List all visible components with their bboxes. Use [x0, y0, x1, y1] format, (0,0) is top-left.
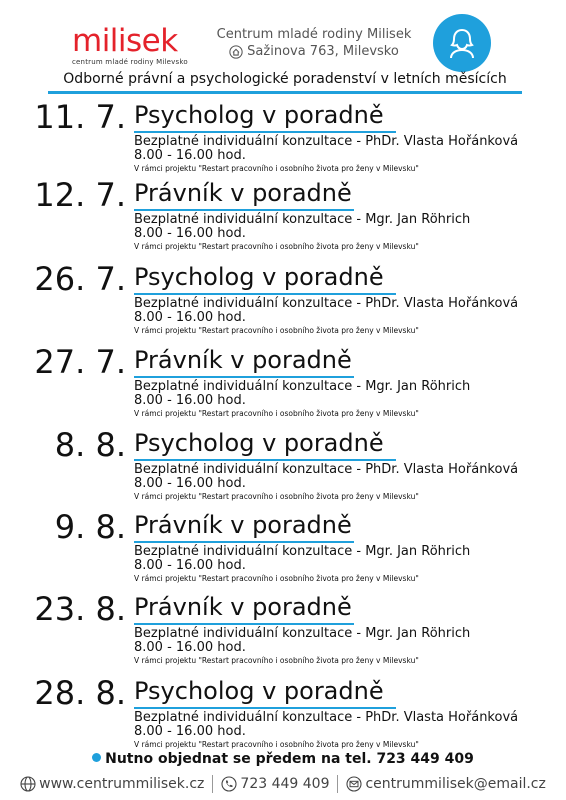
event-date: 26. 7.	[34, 260, 126, 298]
event-title: Psycholog v poradně	[134, 677, 384, 705]
email-icon	[346, 776, 362, 792]
event-title: Právník v poradně	[134, 511, 352, 539]
event-project-note: V rámci projektu "Restart pracovního i osobního života pro ženy v Milevsku"	[134, 409, 419, 418]
logo-wordmark: milisek	[72, 23, 178, 59]
event-project-note: V rámci projektu "Restart pracovního i osobního života pro ženy v Milevsku"	[134, 326, 419, 335]
event-item	[0, 592, 566, 674]
organization-info	[214, 26, 414, 60]
event-description: Bezplatné individuální konzultace - Mgr. Jan Röhrich	[134, 544, 471, 559]
event-description: Bezplatné individuální konzultace - PhDr. Vlasta Hořánková	[134, 462, 519, 477]
event-date: 27. 7.	[34, 343, 126, 381]
organization-name: Centrum mladé rodiny Milisek	[216, 27, 412, 42]
event-project-note: V rámci projektu "Restart pracovního i osobního života pro ženy v Milevsku"	[134, 574, 419, 583]
page-subtitle: Odborné právní a psychologické poradenství v letních měsících	[63, 71, 507, 87]
event-item	[0, 345, 566, 427]
event-time: 8.00 - 16.00 hod.	[134, 393, 246, 408]
event-project-note: V rámci projektu "Restart pracovního i osobního života pro ženy v Milevsku"	[134, 164, 419, 173]
separator	[212, 775, 213, 793]
globe-icon	[20, 776, 36, 792]
event-time: 8.00 - 16.00 hod.	[134, 558, 246, 573]
divider	[48, 91, 522, 94]
event-item	[0, 510, 566, 592]
event-item	[0, 178, 566, 260]
phone-item[interactable]	[221, 776, 329, 792]
event-project-note: V rámci projektu "Restart pracovního i osobního života pro ženy v Milevsku"	[134, 492, 419, 501]
event-title: Psycholog v poradně	[134, 101, 384, 129]
website-link[interactable]: www.centrummilisek.cz	[39, 776, 205, 792]
booking-note	[0, 750, 566, 768]
event-date: 9. 8.	[54, 508, 126, 546]
event-description: Bezplatné individuální konzultace - Mgr. Jan Röhrich	[134, 212, 471, 227]
event-date: 28. 8.	[34, 674, 126, 712]
event-title: Právník v poradně	[134, 179, 352, 207]
title-underline	[134, 459, 396, 461]
event-title: Psycholog v poradně	[134, 263, 384, 291]
title-underline	[134, 293, 396, 295]
event-time: 8.00 - 16.00 hod.	[134, 640, 246, 655]
event-date: 12. 7.	[34, 176, 126, 214]
address: Sažinova 763, Milevsko	[247, 44, 399, 59]
title-underline	[134, 209, 354, 211]
event-item	[0, 100, 566, 182]
counseling-badge	[433, 14, 491, 72]
event-item	[0, 676, 566, 758]
separator	[337, 775, 338, 793]
logo-subtitle: centrum mladé rodiny Milevsko	[72, 58, 188, 66]
event-time: 8.00 - 16.00 hod.	[134, 724, 246, 739]
event-description: Bezplatné individuální konzultace - PhDr. Vlasta Hořánková	[134, 134, 519, 149]
event-title: Právník v poradně	[134, 593, 352, 621]
website-item[interactable]	[20, 776, 204, 792]
email-item[interactable]	[346, 776, 545, 792]
event-project-note: V rámci projektu "Restart pracovního i osobního života pro ženy v Milevsku"	[134, 740, 419, 749]
event-description: Bezplatné individuální konzultace - Mgr. Jan Röhrich	[134, 379, 471, 394]
footer	[0, 772, 566, 796]
booking-note-text: Nutno objednat se předem na tel. 723 449 409	[105, 751, 474, 767]
event-time: 8.00 - 16.00 hod.	[134, 310, 246, 325]
phone-number[interactable]: 723 449 409	[240, 776, 330, 792]
event-time: 8.00 - 16.00 hod.	[134, 226, 246, 241]
title-underline	[134, 623, 354, 625]
event-date: 8. 8.	[54, 426, 126, 464]
event-time: 8.00 - 16.00 hod.	[134, 148, 246, 163]
event-project-note: V rámci projektu "Restart pracovního i osobního života pro ženy v Milevsku"	[134, 242, 419, 251]
title-underline	[134, 131, 396, 133]
address-row	[214, 43, 414, 60]
email-address[interactable]: centrummilisek@email.cz	[365, 776, 546, 792]
event-title: Právník v poradně	[134, 346, 352, 374]
logo	[72, 23, 197, 66]
event-date: 11. 7.	[34, 98, 126, 136]
event-date: 23. 8.	[34, 590, 126, 628]
title-underline	[134, 707, 396, 709]
event-title: Psycholog v poradně	[134, 429, 384, 457]
bullet-icon	[92, 753, 101, 762]
event-project-note: V rámci projektu "Restart pracovního i osobního života pro ženy v Milevsku"	[134, 656, 419, 665]
event-time: 8.00 - 16.00 hod.	[134, 476, 246, 491]
event-description: Bezplatné individuální konzultace - Mgr. Jan Röhrich	[134, 626, 471, 641]
home-icon	[229, 45, 243, 59]
phone-icon	[221, 776, 237, 792]
event-description: Bezplatné individuální konzultace - PhDr. Vlasta Hořánková	[134, 296, 519, 311]
event-item	[0, 262, 566, 344]
title-underline	[134, 376, 354, 378]
person-icon	[447, 27, 477, 59]
event-item	[0, 428, 566, 510]
title-underline	[134, 541, 354, 543]
event-description: Bezplatné individuální konzultace - PhDr. Vlasta Hořánková	[134, 710, 519, 725]
